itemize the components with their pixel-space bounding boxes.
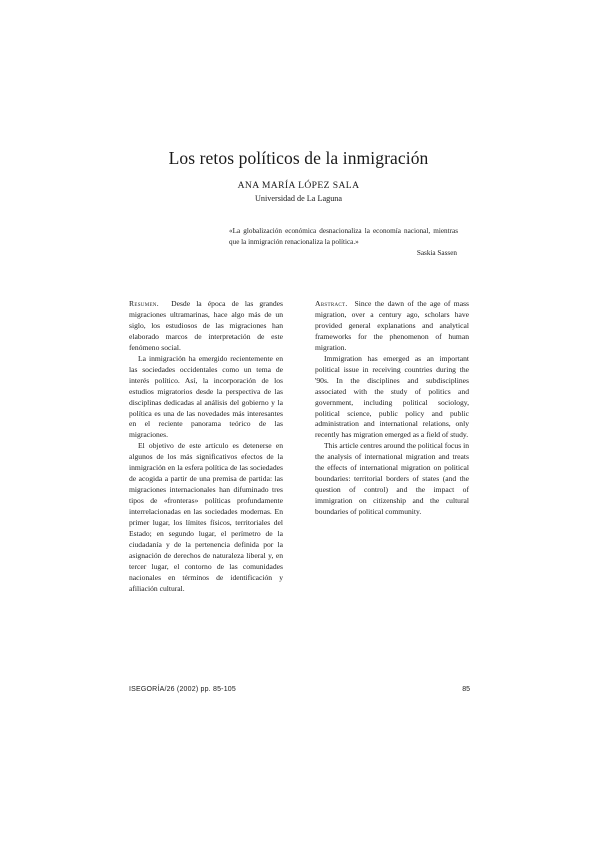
abstract-paragraph: Immigration has emerged as an important political issue in receiving countries during the '90s. In the disciplines and subdisciplines associated with the study of politics and government, including political sociology, political science, public policy and public administration and international relations, only recently has migration emerged as a field of study. [315,353,469,440]
epigraph-quote: «La globalización económica desnacionaliza la economía nacional, mientras que la inmigración renacionaliza la política.» [229,227,458,246]
abstract-heading: Abstract. [315,299,348,308]
page-number: 85 [462,686,470,693]
resumen-text: Desde la época de las grandes migraciones ultramarinas, hace algo más de un siglo, los estudiosos de las migraciones han elaborado marcos de interpretación de este fenómeno social. [129,299,284,352]
resumen-paragraph [129,299,283,354]
resumen-paragraph: El objetivo de este artículo es detenerse en algunos de los más significativos efectos de la inmigración en la esfera política de las sociedades de acogida a partir de una premisa de partida: las migraciones internacionales han difuminado tres tipos de «fronteras» políticas profundamente interrelacionadas en las sociedades modernas. En primer lugar, los límites físicos, territoriales del Estado; en segundo lugar, el perímetro de la ciudadanía y de la pertenencia definida por la asignación de derechos de naturaleza liberal y, en tercer lugar, el contorno de las comunidades nacionales en términos de identificación y afiliación cultural. [129,441,283,593]
resumen-column [129,299,283,595]
author-name: ANA MARÍA LÓPEZ SALA [237,180,360,191]
abstract-text: Since the dawn of the age of mass migration, over a century ago, scholars have provided general explanations and analytical frameworks for the phenomenon of human migration. [315,299,469,352]
article-title: Los retos políticos de la inmigración [168,148,429,168]
resumen-paragraph: La inmigración ha emergido recientemente en las sociedades occidentales como un tema de interés político. Así, la incorporación de los estudios migratorios desde la perspectiva de las disciplinas dedicadas al análisis del gobierno y la política es una de las novedades más interesantes en el reciente panorama teórico de las migraciones. [129,353,283,440]
epigraph-attribution: Saskia Sassen [416,249,457,257]
abstract-column [315,299,469,518]
abstract-paragraph: This article centres around the political focus in the analysis of international migration and treats the effects of international migration on political boundaries: territorial borders of states (and the question of control) and the impact of immigration on citizenship and the cultural boundaries of political community. [315,441,469,517]
resumen-heading: Resumen. [129,299,159,308]
abstract-paragraph [315,299,469,354]
author-affiliation: Universidad de La Laguna [254,194,343,203]
journal-citation: ISEGORÍA/26 (2002) pp. 85-105 [129,686,236,693]
